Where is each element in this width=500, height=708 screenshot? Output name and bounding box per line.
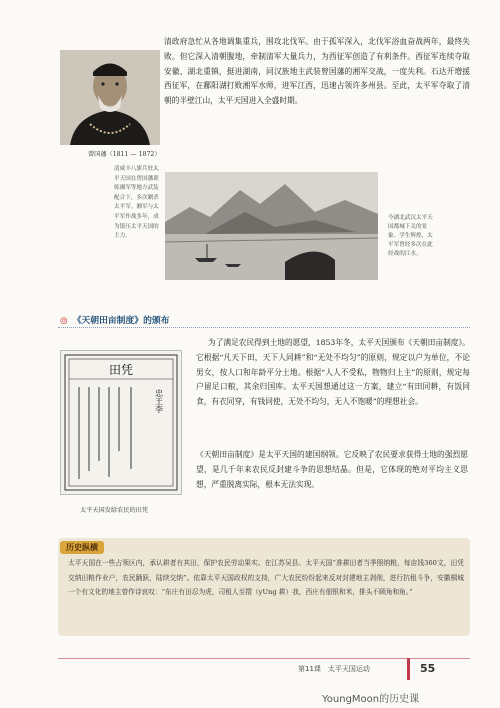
photo-caption: 今湖北武汉太平天国都城下关的景象。学生辉煌，太平军曾经多次在此经战的江水。: [388, 215, 433, 257]
footer-lesson: 第11课 太平天国运动: [298, 665, 370, 673]
certificate-name: 忠王李: [154, 389, 164, 413]
certificate-heading: 田凭: [108, 363, 134, 377]
section-title-text: 《天朝田亩制度》的颁布: [72, 316, 170, 326]
paragraph-land-system: 为了满足农民得到土地的愿望，1853年冬，太平天国颁布《天朝田亩制度》。它根据“凡天下田，天下人同耕”和“无处不均匀”的原则，规定以户为单位，不论男女，按人口和年龄平分土地。根据“人人不受私，物物归上主”的原则，规定每户留足口粮，其余归国库。太平天国想通过这一方案，建立“有田同耕，有饭同食，有衣同穿，有钱同使，无处不均匀，无人不饱暖”的理想社会。: [60, 336, 470, 461]
section-title: [60, 313, 169, 326]
certificate-caption: 太平天国发给农民的田凭: [80, 507, 149, 514]
page-number: 55: [420, 662, 436, 675]
section-bullet-icon: ◎: [60, 316, 68, 326]
land-certificate-image: [60, 350, 182, 495]
portrait-caption: 曾国藩（1811 — 1872）: [88, 151, 161, 158]
history-box-title: 历史纵横: [60, 541, 104, 554]
footer-accent-bar: [407, 658, 410, 680]
history-box-text: 太平天国在一些占领区内，承认耕者有其田，保护农民劳动果实。在江苏吴县、太平天国“准耕田者当季照纳粮，每亩钱360文，田凭交纳田粮作业户，农民踊跃，陆续交纳”。依靠太平天国政权的支持，广大农民纷纷起来反对封建地主剥削，进行抗租斗争，安徽桐城一个有文化的地主曾作诗哀叹：“东庄有田忍为虎，司租人至擐（yUng 耕）我，西庄有佃银和米，排头不顾角和角。”: [68, 559, 464, 596]
paragraph-north-west-expedition: 清政府急忙从各地调集重兵，围攻北伐军。由于孤军深入，北伐军浴血奋战两年，最终失败。但它深入清朝腹地，牵制清军大量兵力，为西征军创造了有利条件。西征军连续夺取安徽、湖北重镇，挺进湖南，同汉族地主武装曾国藩的湘军交战，一度失利。石达开增援西征军，在鄱阳湖打败湘军水师，进军江西，迅速占领许多州县。至此，太平军夺取了清朝的半壁江山，太平天国进入全盛时期。: [164, 37, 470, 106]
portrait-side-note: 清咸丰八旗兵驻太平天国在曾国藩训练湘军等地方武装配合下，多次剿杀太平军。湘军与太平军作战多年，成为镇压太平天国的主力。: [114, 166, 159, 240]
nanjing-river-illustration: [165, 172, 378, 280]
zeng-guofan-portrait: [60, 50, 160, 145]
paragraph-evaluation: 《天朝田亩制度》是太平天国的建国纲领。它反映了农民要求获得土地的强烈愿望，是几千年来农民反封建斗争的思想结晶。但是，它体现的绝对平均主义思想，严重脱离实际，根本无法实现。: [196, 450, 468, 489]
watermark: YoungMoon的历史课: [322, 694, 420, 705]
section-divider: [58, 327, 470, 328]
